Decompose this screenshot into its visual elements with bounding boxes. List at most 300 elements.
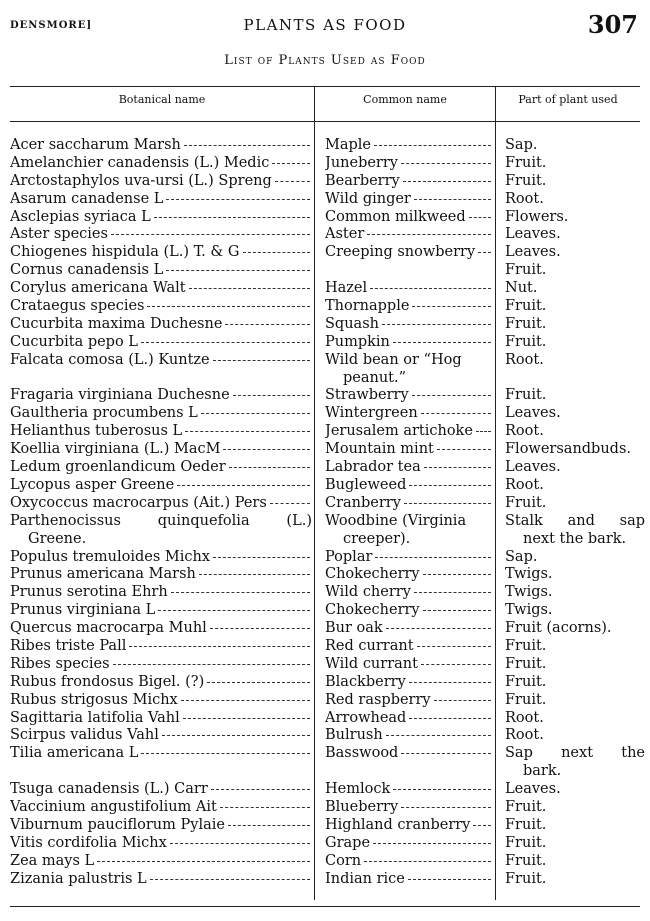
common-name-cell-text: Maple <box>325 137 371 153</box>
botanical-name-cell <box>10 191 312 209</box>
botanical-name-cell-text: Prunus americana Marsh <box>10 566 196 583</box>
common-name-cell <box>325 459 493 477</box>
botanical-name-cell <box>10 817 312 835</box>
dot-leader <box>223 449 310 450</box>
common-name-cell-text: Aster <box>325 226 365 243</box>
common-name-cell-text: Chokecherry <box>325 602 420 619</box>
table-row <box>0 835 650 853</box>
table-row <box>0 280 650 298</box>
common-name-cell <box>325 727 493 745</box>
part-used-cell: Twigs. <box>505 566 553 583</box>
dot-leader <box>229 467 310 468</box>
dot-leader <box>414 199 491 200</box>
common-name-cell-text: Bur oak <box>325 620 383 637</box>
dot-leader <box>473 825 491 826</box>
part-used-cell: Fruit. <box>505 315 547 332</box>
botanical-name-cell <box>10 727 312 745</box>
part-used-cell: Leaves. <box>505 244 561 261</box>
common-name-cell-text: Highland cranberry <box>325 816 471 833</box>
common-name-cell <box>325 298 493 316</box>
common-name-cell <box>325 226 493 244</box>
common-name-cell-text: Labrador tea <box>325 459 421 476</box>
table-row <box>0 155 650 173</box>
part-used-cell: Sap. <box>505 548 538 565</box>
dot-leader <box>270 503 310 504</box>
botanical-name-cell-text: Ribes triste Pall <box>10 637 127 654</box>
table-row <box>0 226 650 244</box>
dot-leader <box>97 861 310 862</box>
table-row <box>0 727 650 745</box>
botanical-name-cell-text: Crataegus species <box>10 298 145 315</box>
common-name-cell-text: Basswood <box>325 745 399 762</box>
part-used-cell: Root. <box>505 476 544 493</box>
table-row <box>0 137 650 155</box>
common-name-cell <box>325 513 493 549</box>
botanical-name-cell <box>10 835 312 853</box>
dot-leader <box>437 449 491 450</box>
dot-leader <box>272 163 310 164</box>
table-row <box>0 191 650 209</box>
part-used-cell: Fruit. <box>505 494 547 511</box>
botanical-name-cell <box>10 745 312 763</box>
common-name-cell-text: Wild cherry <box>325 584 411 601</box>
dot-leader <box>211 789 310 790</box>
dot-leader <box>177 485 310 486</box>
dot-leader <box>150 879 310 880</box>
botanical-name-cell <box>10 352 312 370</box>
part-used-cell-continuation: next the bark. <box>523 530 627 547</box>
common-name-cell <box>325 352 493 388</box>
common-name-cell <box>325 423 493 441</box>
common-name-cell <box>325 477 493 495</box>
dot-leader <box>181 700 310 701</box>
botanical-name-cell-text: Rubus strigosus Michx <box>10 691 178 708</box>
common-name-cell-text: Red raspberry <box>325 691 431 708</box>
dot-leader <box>382 324 491 325</box>
common-name-cell-text: Hazel <box>325 280 368 297</box>
dot-leader <box>412 306 491 307</box>
part-used-cell: Leaves. <box>505 405 561 422</box>
common-name-cell <box>325 191 493 209</box>
common-name-cell-text: Grape <box>325 834 371 851</box>
common-name-cell <box>325 674 493 692</box>
botanical-name-cell <box>10 781 312 799</box>
table-row <box>0 513 650 549</box>
common-name-cell-text: Juneberry <box>325 154 398 171</box>
botanical-name-cell-text: Arctostaphylos uva-ursi (L.) Spreng <box>10 172 272 189</box>
part-used-cell: Leaves. <box>505 781 561 798</box>
botanical-name-cell-text: Ledum groenlandicum Oeder <box>10 459 226 476</box>
botanical-name-cell-text: Asclepias syriaca L <box>10 208 151 225</box>
part-used-cell: Sap. <box>505 137 538 153</box>
common-name-cell-text: Blueberry <box>325 799 399 815</box>
table-row <box>0 710 650 728</box>
table-row <box>0 244 650 262</box>
botanical-name-cell-text: Amelanchier canadensis (L.) Medic <box>10 154 270 171</box>
dot-leader <box>409 682 491 683</box>
botanical-name-cell <box>10 405 312 423</box>
common-name-cell <box>325 817 493 835</box>
table-row <box>0 334 650 352</box>
table-row <box>0 566 650 584</box>
common-name-cell-text: Arrowhead <box>325 709 407 726</box>
dot-leader <box>367 234 491 235</box>
common-name-cell-text: Wild ginger <box>325 190 411 207</box>
table-row <box>0 298 650 316</box>
botanical-name-cell <box>10 244 312 262</box>
common-name-cell-text: Poplar <box>325 548 373 565</box>
botanical-name-cell-text: Zizania palustris L <box>10 870 147 887</box>
common-name-cell-text: Wintergreen <box>325 405 418 422</box>
common-name-cell <box>325 334 493 352</box>
botanical-name-cell <box>10 871 312 889</box>
dot-leader <box>434 700 491 701</box>
table-row <box>0 549 650 567</box>
part-used-cell-continuation: bark. <box>523 763 562 780</box>
dot-leader <box>393 342 491 343</box>
botanical-name-cell-text: Fragaria virginiana Duchesne <box>10 387 230 404</box>
dot-leader <box>401 163 491 164</box>
part-used-cell-text: Stalk and sap <box>505 512 645 529</box>
botanical-name-cell <box>10 387 312 405</box>
botanical-name-cell-text: Ribes species <box>10 655 110 672</box>
common-name-cell-text: Mountain mint <box>325 441 434 458</box>
part-used-cell: Root. <box>505 423 544 440</box>
common-name-cell <box>325 387 493 405</box>
dot-leader <box>423 574 491 575</box>
dot-leader <box>409 485 491 486</box>
part-used-cell: Fruit. <box>505 172 547 189</box>
table-body <box>0 137 650 888</box>
part-used-cell: Fruit. <box>505 691 547 708</box>
part-used-cell: Fruit. <box>505 673 547 690</box>
dot-leader <box>370 288 491 289</box>
common-name-cell-text: Red currant <box>325 637 414 654</box>
common-name-cell-text: Thornapple <box>325 298 410 315</box>
botanical-name-cell <box>10 799 312 817</box>
botanical-name-cell <box>10 262 312 280</box>
dot-leader <box>185 431 310 432</box>
dot-leader <box>199 574 310 575</box>
dot-leader <box>401 807 491 808</box>
part-used-cell: Fruit. <box>505 637 547 654</box>
dot-leader <box>158 610 310 611</box>
botanical-name-cell <box>10 334 312 352</box>
table-row <box>0 423 650 441</box>
part-used-cell: Leaves. <box>505 459 561 476</box>
part-used-cell: Fruit. <box>505 834 547 851</box>
dot-leader <box>476 431 491 432</box>
botanical-name-cell <box>10 549 312 567</box>
botanical-name-cell <box>10 513 312 549</box>
common-name-cell <box>325 155 493 173</box>
common-name-cell <box>325 566 493 584</box>
botanical-name-cell-text: Cornus canadensis L <box>10 262 164 279</box>
dot-leader <box>166 270 310 271</box>
common-name-cell <box>325 209 493 227</box>
botanical-name-cell-text: Falcata comosa (L.) Kuntze <box>10 351 210 368</box>
dot-leader <box>375 557 491 558</box>
dot-leader <box>166 199 310 200</box>
botanical-name-cell <box>10 584 312 602</box>
table-row <box>0 602 650 620</box>
botanical-name-cell <box>10 566 312 584</box>
part-used-cell: Root. <box>505 190 544 207</box>
author-name: DENSMORE] <box>10 20 93 31</box>
common-name-cell <box>325 173 493 191</box>
dot-leader <box>393 789 491 790</box>
common-name-cell-text: Corn <box>325 852 362 869</box>
botanical-name-cell <box>10 656 312 674</box>
common-name-cell <box>325 638 493 656</box>
table-row <box>0 745 650 781</box>
dot-leader <box>213 360 310 361</box>
common-name-cell-continuation: peanut.” <box>343 369 407 386</box>
common-name-cell-text: Wild currant <box>325 655 418 672</box>
botanical-name-cell-text: Cucurbita maxima Duchesne <box>10 315 223 332</box>
dot-leader <box>275 181 310 182</box>
table-row <box>0 799 650 817</box>
dot-leader <box>233 395 310 396</box>
botanical-name-cell <box>10 173 312 191</box>
table-row <box>0 352 650 388</box>
common-name-cell <box>325 316 493 334</box>
botanical-name-cell-text: Gaultheria procumbens L <box>10 405 198 422</box>
botanical-name-cell <box>10 692 312 710</box>
botanical-name-cell-text: Tilia americana L <box>10 745 139 762</box>
botanical-name-cell-text: Corylus americana Walt <box>10 280 186 297</box>
dot-leader <box>423 610 491 611</box>
common-name-cell-text: Jerusalem artichoke <box>325 423 473 440</box>
dot-leader <box>243 252 310 253</box>
dot-leader <box>412 395 491 396</box>
dot-leader <box>408 879 491 880</box>
table-row <box>0 674 650 692</box>
common-name-cell <box>325 262 493 263</box>
botanical-name-cell <box>10 423 312 441</box>
dot-leader <box>111 234 310 235</box>
botanical-name-cell <box>10 226 312 244</box>
part-used-cell: Fruit. <box>505 154 547 171</box>
page-number: 307 <box>587 10 638 39</box>
dot-leader <box>401 753 491 754</box>
dot-leader <box>184 145 310 146</box>
common-name-cell <box>325 799 493 817</box>
botanical-name-cell <box>10 280 312 298</box>
dot-leader <box>424 467 491 468</box>
common-name-cell <box>325 602 493 620</box>
common-name-cell <box>325 280 493 298</box>
part-used-cell <box>505 513 645 549</box>
part-used-cell: Fruit. <box>505 333 547 350</box>
table-title: List of Plants Used as Food <box>224 53 426 68</box>
common-name-cell <box>325 244 493 262</box>
common-name-cell-text: Blackberry <box>325 673 406 690</box>
dot-leader <box>386 735 491 736</box>
dot-leader <box>469 217 491 218</box>
dot-leader <box>374 145 491 146</box>
botanical-name-cell <box>10 853 312 871</box>
botanical-name-cell-text: Cucurbita pepo L <box>10 333 138 350</box>
common-name-cell <box>325 549 493 567</box>
common-name-cell <box>325 781 493 799</box>
common-name-cell-text: Squash <box>325 315 379 332</box>
table-row <box>0 316 650 334</box>
dot-leader <box>404 503 491 504</box>
common-name-cell-text: Strawberry <box>325 387 409 404</box>
part-used-cell: Nut. <box>505 280 538 297</box>
table-bottom-rule <box>10 906 640 907</box>
dot-leader <box>154 217 310 218</box>
dot-leader <box>162 735 310 736</box>
botanical-name-cell-text: Prunus serotina Ehrh <box>10 584 168 601</box>
table-row <box>0 441 650 459</box>
botanical-name-cell-text: Rubus frondosus Bigel. (?) <box>10 673 205 690</box>
part-used-cell: Root. <box>505 709 544 726</box>
dot-leader <box>141 342 310 343</box>
common-name-cell-text: Pumpkin <box>325 333 390 350</box>
part-used-cell: Fruit (acorns). <box>505 620 612 637</box>
part-used-cell: Flowersandbuds. <box>505 441 632 458</box>
part-used-cell <box>505 745 645 781</box>
botanical-name-cell-text: Acer saccharum Marsh <box>10 137 181 153</box>
botanical-name-cell <box>10 602 312 620</box>
botanical-name-cell-text: Oxycoccus macrocarpus (Ait.) Pers <box>10 494 267 511</box>
botanical-name-cell-text: Populus tremuloides Michx <box>10 548 211 565</box>
botanical-name-cell-text: Parthenocissus quinquefolia (L.) <box>10 512 312 529</box>
common-name-cell <box>325 137 493 155</box>
part-used-cell: Fruit. <box>505 799 547 815</box>
part-used-cell: Fruit. <box>505 655 547 672</box>
common-name-cell <box>325 745 493 763</box>
common-name-cell-text: Hemlock <box>325 781 391 798</box>
dot-leader <box>210 628 310 629</box>
dot-leader <box>373 843 491 844</box>
botanical-name-cell-text: Quercus macrocarpa Muhl <box>10 620 207 637</box>
botanical-name-cell-text: Viburnum pauciflorum Pylaie <box>10 816 225 833</box>
botanical-name-cell-text: Helianthus tuberosus L <box>10 423 183 440</box>
part-used-cell: Twigs. <box>505 602 553 619</box>
dot-leader <box>228 825 310 826</box>
table-row <box>0 817 650 835</box>
part-used-cell: Twigs. <box>505 584 553 601</box>
header-bottom-rule <box>10 121 640 122</box>
part-used-cell: Leaves. <box>505 226 561 243</box>
common-name-cell <box>325 584 493 602</box>
common-name-cell-text: Cranberry <box>325 494 401 511</box>
common-name-cell <box>325 405 493 423</box>
dot-leader <box>113 664 310 665</box>
table-row <box>0 209 650 227</box>
common-name-cell-text: Common milkweed <box>325 208 466 225</box>
dot-leader <box>421 413 491 414</box>
part-used-cell-text: Sap next the <box>505 745 645 762</box>
part-used-cell: Fruit. <box>505 870 547 887</box>
common-name-cell <box>325 871 493 889</box>
common-name-cell <box>325 835 493 853</box>
dot-leader <box>183 718 310 719</box>
dot-leader <box>147 306 310 307</box>
botanical-name-cell <box>10 620 312 638</box>
common-name-cell <box>325 710 493 728</box>
common-name-cell-text: Wild bean or “Hog <box>325 351 462 368</box>
table-row <box>0 692 650 710</box>
table-row <box>0 584 650 602</box>
botanical-name-cell <box>10 459 312 477</box>
botanical-name-cell <box>10 674 312 692</box>
botanical-name-cell <box>10 137 312 155</box>
botanical-name-cell-text: Vitis cordifolia Michx <box>10 834 167 851</box>
botanical-name-cell <box>10 477 312 495</box>
common-name-cell-text: Bearberry <box>325 172 400 189</box>
dot-leader <box>207 682 310 683</box>
common-name-cell-text: Bulrush <box>325 727 383 744</box>
table-row <box>0 781 650 799</box>
part-used-cell: Fruit. <box>505 298 547 315</box>
common-name-cell-text: Indian rice <box>325 870 405 887</box>
common-name-cell <box>325 620 493 638</box>
botanical-name-cell-continuation: Greene. <box>28 530 87 547</box>
dot-leader <box>170 843 310 844</box>
part-used-cell: Fruit. <box>505 387 547 404</box>
common-name-cell <box>325 495 493 513</box>
botanical-name-cell-text: Scirpus validus Vahl <box>10 727 159 744</box>
column-header-botanical: Botanical name <box>118 93 206 106</box>
botanical-name-cell-text: Aster species <box>10 226 108 243</box>
botanical-name-cell-text: Tsuga canadensis (L.) Carr <box>10 781 208 798</box>
botanical-name-cell-text: Sagittaria latifolia Vahl <box>10 709 180 726</box>
table-row <box>0 620 650 638</box>
table-row <box>0 477 650 495</box>
table-row <box>0 495 650 513</box>
part-used-cell: Flowers. <box>505 208 569 225</box>
dot-leader <box>414 592 491 593</box>
botanical-name-cell-text: Zea mays L <box>10 852 95 869</box>
common-name-cell-text: Chokecherry <box>325 566 420 583</box>
dot-leader <box>386 628 491 629</box>
running-title: PLANTS AS FOOD <box>243 16 407 34</box>
part-used-cell: Fruit. <box>505 852 547 869</box>
botanical-name-cell-text: Vaccinium angustifolium Ait <box>10 799 217 815</box>
common-name-cell <box>325 853 493 871</box>
part-used-cell: Root. <box>505 351 544 368</box>
table-top-rule <box>10 86 640 87</box>
dot-leader <box>417 646 491 647</box>
table-row <box>0 853 650 871</box>
dot-leader <box>220 807 310 808</box>
common-name-cell <box>325 656 493 674</box>
part-used-cell: Root. <box>505 727 544 744</box>
botanical-name-cell <box>10 316 312 334</box>
dot-leader <box>129 646 310 647</box>
table-row <box>0 871 650 889</box>
dot-leader <box>225 324 310 325</box>
column-header-common: Common name <box>363 93 447 106</box>
common-name-cell-text: Woodbine (Virginia <box>325 512 467 529</box>
botanical-name-cell <box>10 209 312 227</box>
table-row <box>0 405 650 423</box>
dot-leader <box>478 252 491 253</box>
dot-leader <box>201 413 310 414</box>
dot-leader <box>403 181 491 182</box>
botanical-name-cell <box>10 155 312 173</box>
part-used-cell: Fruit. <box>505 262 547 279</box>
dot-leader <box>141 753 310 754</box>
botanical-name-cell-text: Lycopus asper Greene <box>10 476 175 493</box>
dot-leader <box>421 664 491 665</box>
dot-leader <box>213 557 310 558</box>
common-name-cell-continuation: creeper). <box>343 530 411 547</box>
